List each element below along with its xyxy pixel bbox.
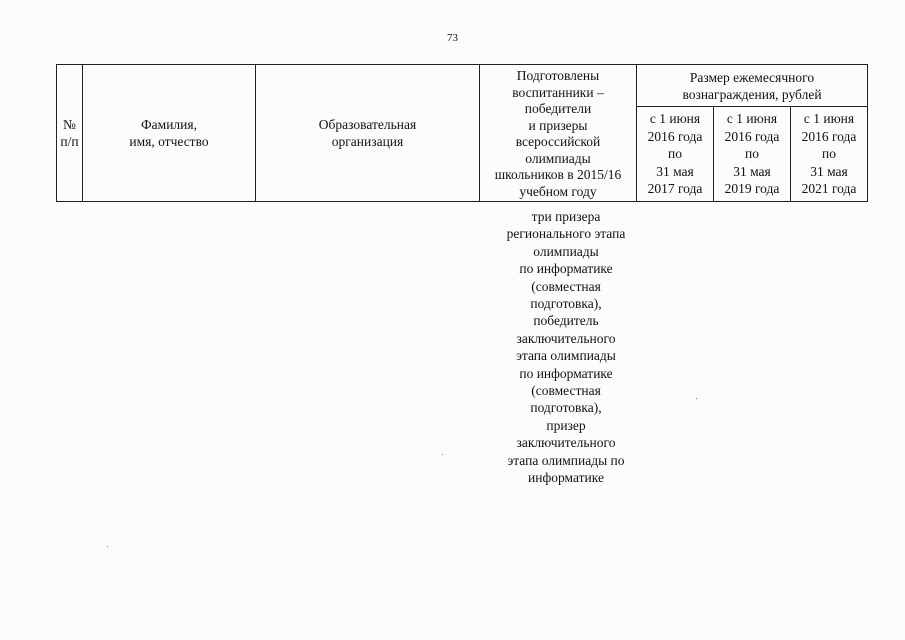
scan-speck [442,454,443,455]
header-number: № п/п [57,65,83,202]
award-table [56,64,868,202]
header-full-name: Фамилия, имя, отчество [83,65,256,202]
scan-speck [107,546,108,547]
page-number: 73 [447,32,458,44]
header-period-2021: с 1 июня 2016 года по 31 мая 2021 года [791,107,868,202]
header-period-2017: с 1 июня 2016 года по 31 мая 2017 года [637,107,714,202]
header-prepared-winners: Подготовлены воспитанники – победители и призеры всероссийской олимпиады школьников в 2015/16 учебном году [480,65,637,202]
header-period-2019: с 1 июня 2016 года по 31 мая 2019 года [714,107,791,202]
header-award-size: Размер ежемесячного вознаграждения, рублей [637,65,868,107]
header-organization: Образовательная организация [256,65,480,202]
prepared-achievements-text: три призера регионального этапа олимпиады по информатике (совместная подготовка), победитель заключительного этапа олимпиады по информатике (совместная подготовка), призер заключительного этапа олимпиады по информатике [506,209,626,486]
scan-speck [696,398,697,399]
